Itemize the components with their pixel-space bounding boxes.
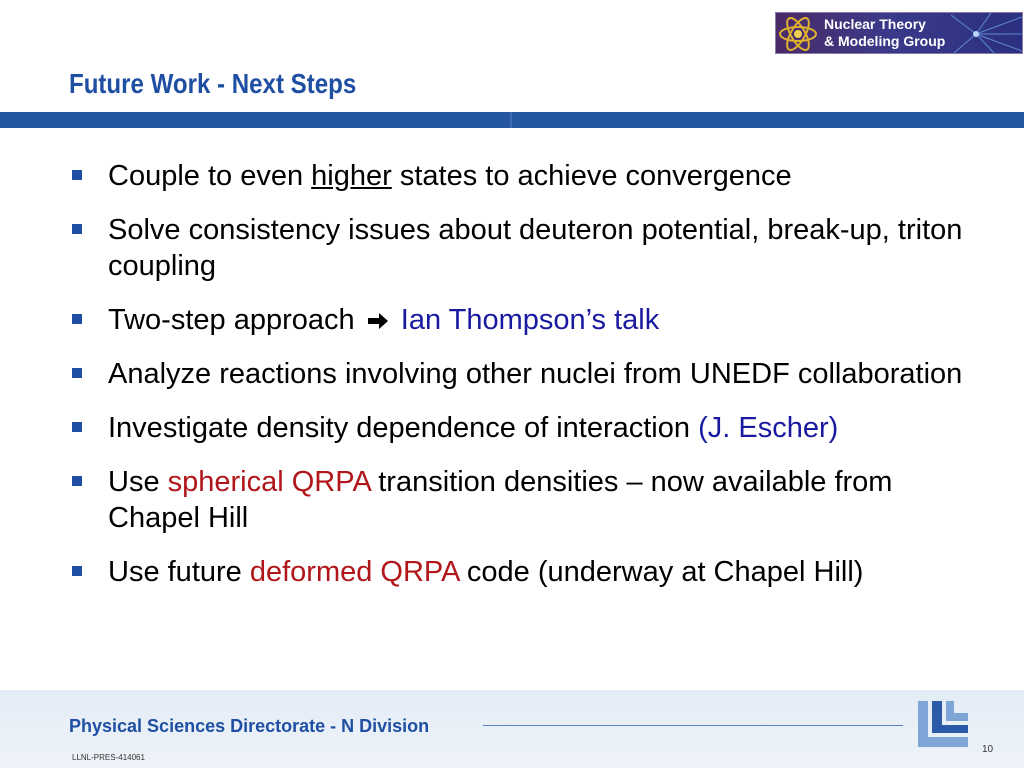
square-bullet-icon <box>72 476 82 486</box>
bullet-text: Analyze reactions involving other nuclei from UNEDF collaboration <box>108 358 963 390</box>
bullet-item <box>68 410 988 446</box>
bullet-item <box>68 464 988 536</box>
bullet-item <box>68 554 988 590</box>
group-name <box>824 16 945 50</box>
page-title: Future Work - Next Steps <box>69 68 357 99</box>
highlighted-term: spherical QRPA <box>167 466 371 498</box>
bullet-item <box>68 302 988 338</box>
bullet-text: code (underway at Chapel Hill) <box>458 556 864 588</box>
bullet-text: Use <box>108 466 168 498</box>
bullet-text: Investigate density dependence of interaction <box>108 412 699 444</box>
page-number: 10 <box>982 744 994 755</box>
bullet-item <box>68 356 988 392</box>
bullet-text: Couple to even <box>108 160 312 192</box>
group-logo <box>775 12 1023 54</box>
square-bullet-icon <box>72 368 82 378</box>
author-reference: (J. Escher) <box>698 412 839 444</box>
square-bullet-icon <box>72 170 82 180</box>
llnl-logo-icon <box>916 699 970 753</box>
document-id: LLNL-PRES-414061 <box>72 753 145 762</box>
bullet-item <box>68 212 988 284</box>
bullet-text: Use future <box>108 556 250 588</box>
bullet-item <box>68 158 988 194</box>
right-arrow-icon <box>367 302 389 338</box>
bullet-list <box>68 158 988 608</box>
bullet-text: states to achieve convergence <box>391 160 792 192</box>
square-bullet-icon <box>72 224 82 234</box>
footer-divider <box>483 725 903 726</box>
title-bar-tick <box>510 112 512 128</box>
group-name-line1: Nuclear Theory <box>824 16 926 32</box>
footer-title: Physical Sciences Directorate - N Division <box>69 716 430 736</box>
bullet-text: Two-step approach <box>108 304 355 336</box>
square-bullet-icon <box>72 314 82 324</box>
group-name-line2: & Modeling Group <box>824 33 946 49</box>
highlighted-term: deformed QRPA <box>249 556 459 588</box>
bullet-text: transition densities – now available from Chapel Hill <box>108 466 893 534</box>
square-bullet-icon <box>72 422 82 432</box>
talk-reference-link: Ian Thompson’s talk <box>400 304 660 336</box>
bullet-text: Solve consistency issues about deuteron potential, break-up, triton coupling <box>108 214 963 282</box>
bullet-underlined-text: higher <box>311 160 392 192</box>
square-bullet-icon <box>72 566 82 576</box>
title-divider-bar <box>0 112 1024 128</box>
